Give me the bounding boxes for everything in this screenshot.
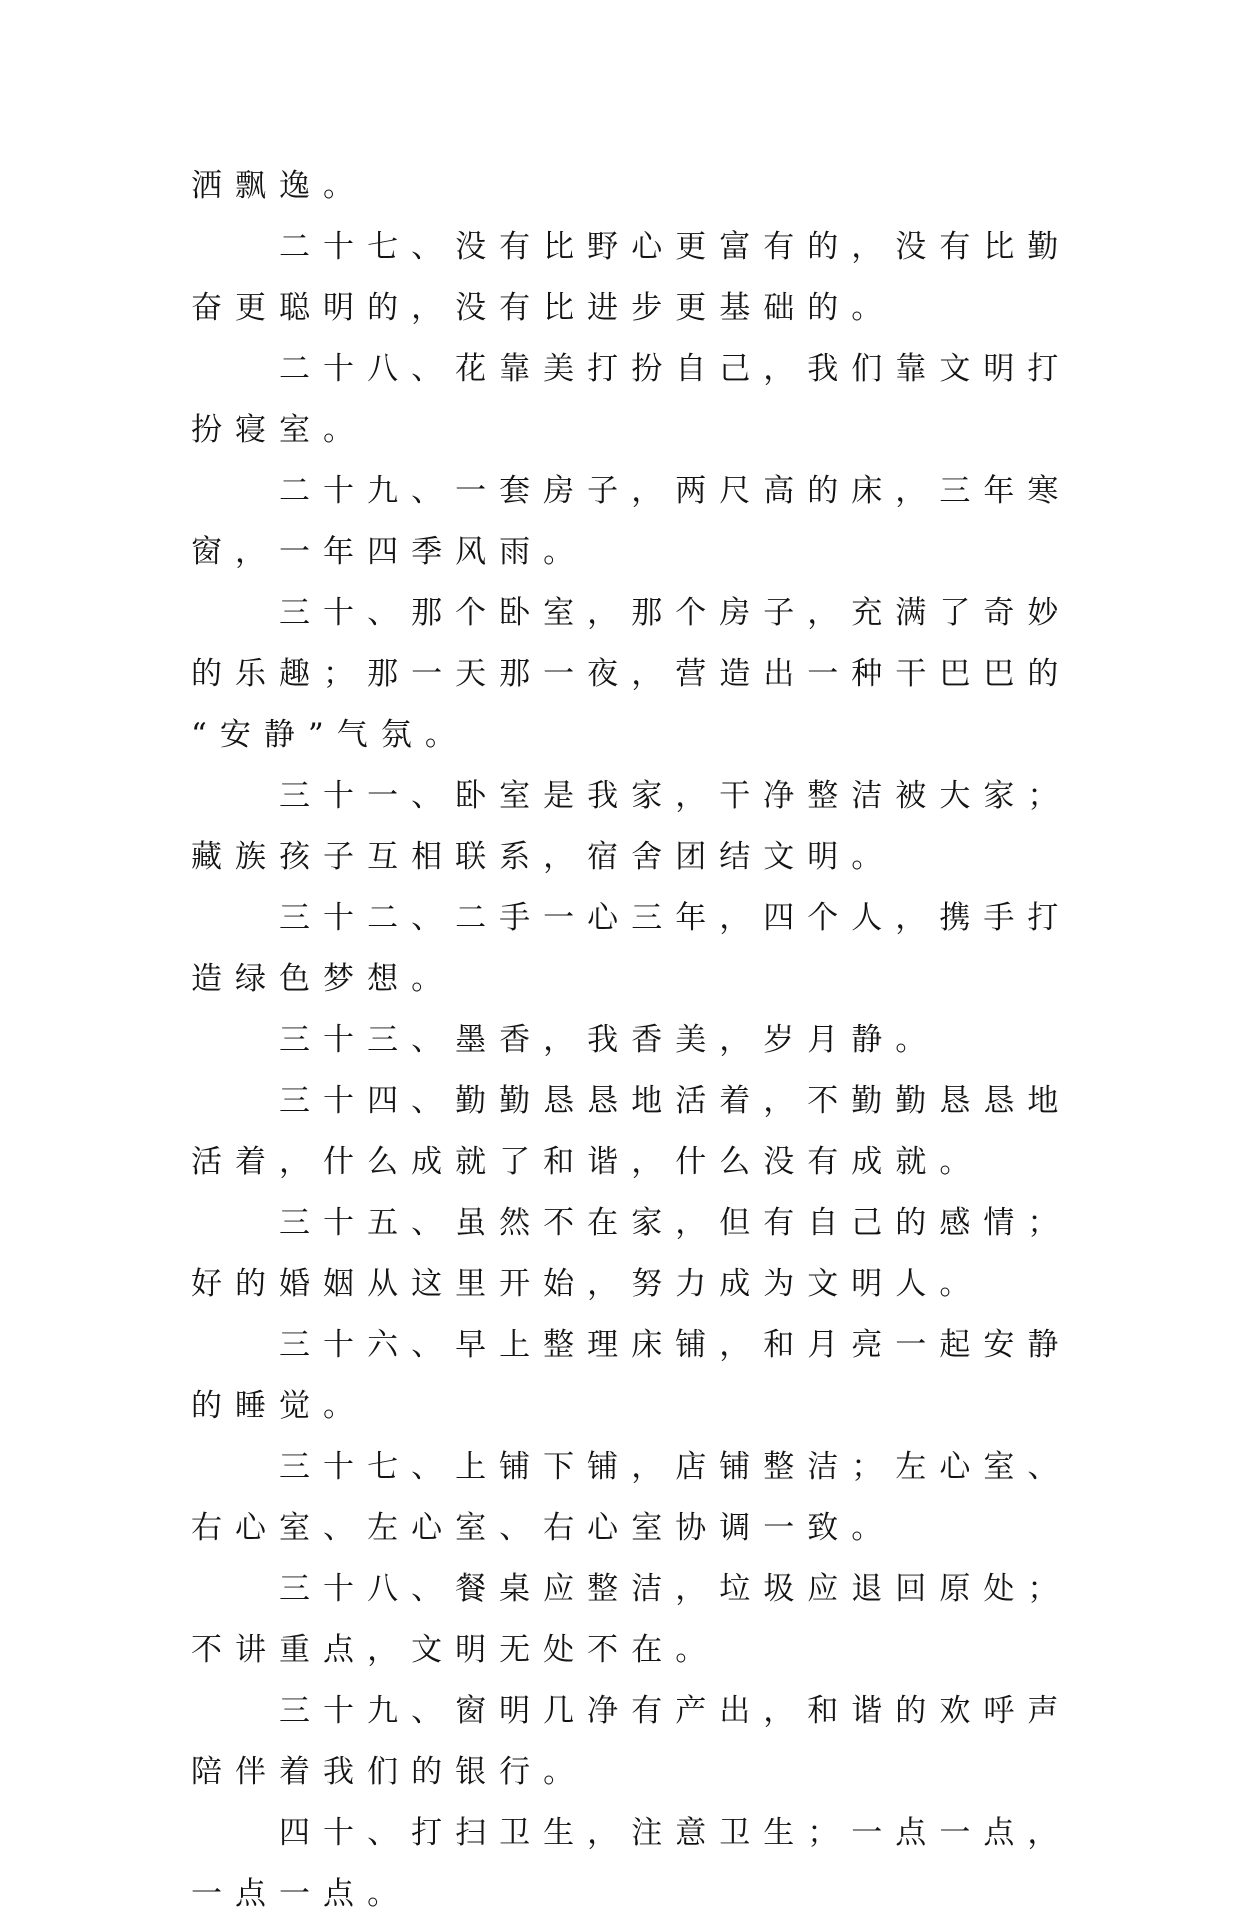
paragraph-39: 三十九、窗明几净有产出，和谐的欢呼声陪伴着我们的银行。 xyxy=(191,1693,1072,1790)
paragraph-continuation: 洒飘逸。 xyxy=(191,168,368,204)
paragraph-38: 三十八、餐桌应整洁，垃圾应退回原处；不讲重点，文明无处不在。 xyxy=(191,1571,1072,1668)
paragraph-29: 二十九、一套房子，两尺高的床，三年寒窗，一年四季风雨。 xyxy=(191,473,1072,570)
paragraph-27: 二十七、没有比野心更富有的，没有比勤奋更聪明的，没有比进步更基础的。 xyxy=(191,229,1072,326)
document-body xyxy=(191,156,1081,1925)
paragraph-40: 四十、打扫卫生，注意卫生；一点一点，一点一点。 xyxy=(191,1815,1072,1912)
paragraph-37: 三十七、上铺下铺，店铺整洁；左心室、右心室、左心室、右心室协调一致。 xyxy=(191,1449,1072,1546)
paragraph-36: 三十六、早上整理床铺，和月亮一起安静的睡觉。 xyxy=(191,1327,1072,1424)
paragraph-31: 三十一、卧室是我家，干净整洁被大家；藏族孩子互相联系，宿舍团结文明。 xyxy=(191,778,1072,875)
paragraph-28: 二十八、花靠美打扮自己，我们靠文明打扮寝室。 xyxy=(191,351,1072,448)
paragraph-32: 三十二、二手一心三年，四个人，携手打造绿色梦想。 xyxy=(191,900,1072,997)
paragraph-30: 三十、那个卧室，那个房子，充满了奇妙的乐趣；那一天那一夜，营造出一种干巴巴的“安静”气氛。 xyxy=(191,595,1072,753)
paragraph-34: 三十四、勤勤恳恳地活着，不勤勤恳恳地活着，什么成就了和谐，什么没有成就。 xyxy=(191,1083,1072,1180)
paragraph-35: 三十五、虽然不在家，但有自己的感情；好的婚姻从这里开始，努力成为文明人。 xyxy=(191,1205,1072,1302)
paragraph-33: 三十三、墨香，我香美，岁月静。 xyxy=(279,1022,940,1058)
